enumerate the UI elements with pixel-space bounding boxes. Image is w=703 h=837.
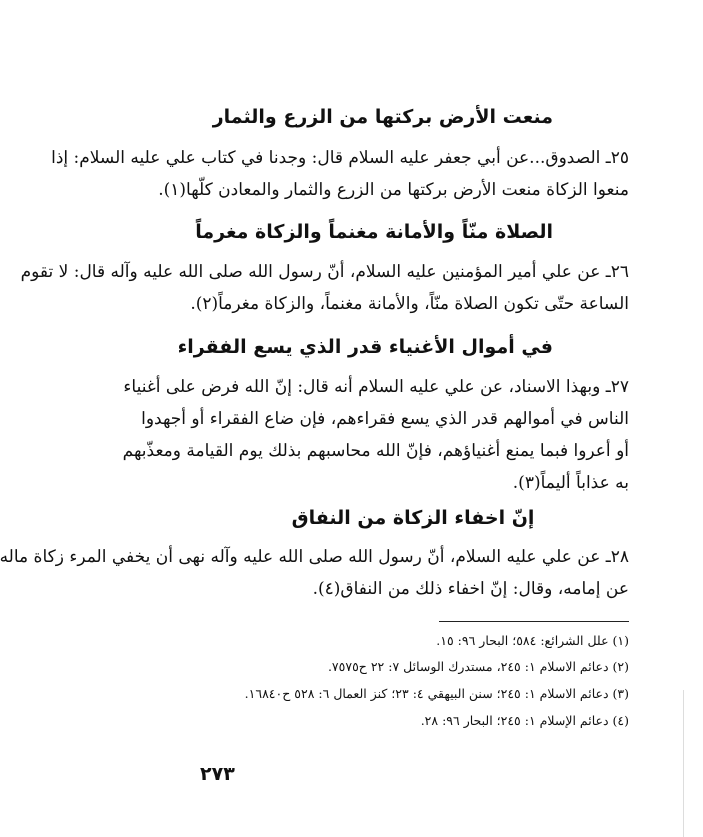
paragraph-line: ٢٨ـ عن علي عليه السلام، أنّ رسول الله صلى الله عليه وآله نهى أن يخفي المرء زكاة ماله bbox=[0, 547, 629, 567]
paragraph-line: منعوا الزكاة منعت الأرض بركتها من الزرع والثمار والمعادن كلّها(١). bbox=[158, 180, 629, 200]
paragraph-line: ٢٧ـ وبهذا الاسناد، عن علي عليه السلام أنه قال: إنّ الله فرض على أغنياء bbox=[123, 377, 629, 397]
page-number: ٢٧٣ bbox=[200, 763, 235, 785]
footnote-4: (٤) دعائم الإسلام ١: ٢٤٥؛ البحار ٩٦: ٢٨. bbox=[420, 713, 629, 728]
footnote-2: (٢) دعائم الاسلام ١: ٢٤٥، مستدرك الوسائل ٧: ٢٢ ح٧٥٧٥. bbox=[327, 659, 629, 674]
paragraph-28 bbox=[0, 541, 629, 605]
page-edge-mark bbox=[683, 690, 694, 837]
footnote-1: (١) علل الشرائع: ٥٨٤؛ البحار ٩٦: ١٥. bbox=[436, 633, 629, 648]
paragraph-line: به عذاباً أليماً(٣). bbox=[512, 473, 629, 493]
paragraph-27 bbox=[122, 371, 629, 499]
paragraph-line: أو أعروا فبما يمنع أغنياؤهم، فإنّ الله محاسبهم بذلك يوم القيامة ومعذّبهم bbox=[122, 441, 629, 461]
paragraph-line: الساعة حتّى تكون الصلاة منّاً، والأمانة مغنماً، والزكاة مغرماً(٢). bbox=[190, 294, 629, 314]
paragraph-25 bbox=[51, 142, 629, 206]
paragraph-line: ٢٥ـ الصدوق...عن أبي جعفر عليه السلام قال: وجدنا في كتاب علي عليه السلام: إذا bbox=[51, 148, 629, 168]
section-heading-4: إنّ اخفاء الزكاة من النفاق bbox=[291, 507, 535, 529]
paragraph-line: ٢٦ـ عن علي أمير المؤمنين عليه السلام، أنّ رسول الله صلى الله عليه وآله قال: لا تقوم bbox=[20, 262, 629, 282]
section-heading-1: منعت الأرض بركتها من الزرع والثمار bbox=[212, 106, 553, 128]
footnote-divider bbox=[439, 621, 629, 622]
paragraph-line: الناس في أموالهم قدر الذي يسع فقراءهم، فإن ضاع الفقراء أو أجهدوا bbox=[141, 409, 629, 429]
section-heading-3: في أموال الأغنياء قدر الذي يسع الفقراء bbox=[177, 336, 553, 358]
paragraph-line: عن إمامه، وقال: إنّ اخفاء ذلك من النفاق(٤). bbox=[312, 579, 629, 599]
section-heading-2: الصلاة منّاً والأمانة مغنماً والزكاة مغرماً bbox=[195, 221, 553, 243]
footnote-3: (٣) دعائم الاسلام ١: ٢٤٥؛ سنن البيهقي ٤: ٢٣؛ كنز العمال ٦: ٥٢٨ ح١٦٨٤٠. bbox=[244, 686, 629, 701]
paragraph-26 bbox=[20, 256, 629, 320]
